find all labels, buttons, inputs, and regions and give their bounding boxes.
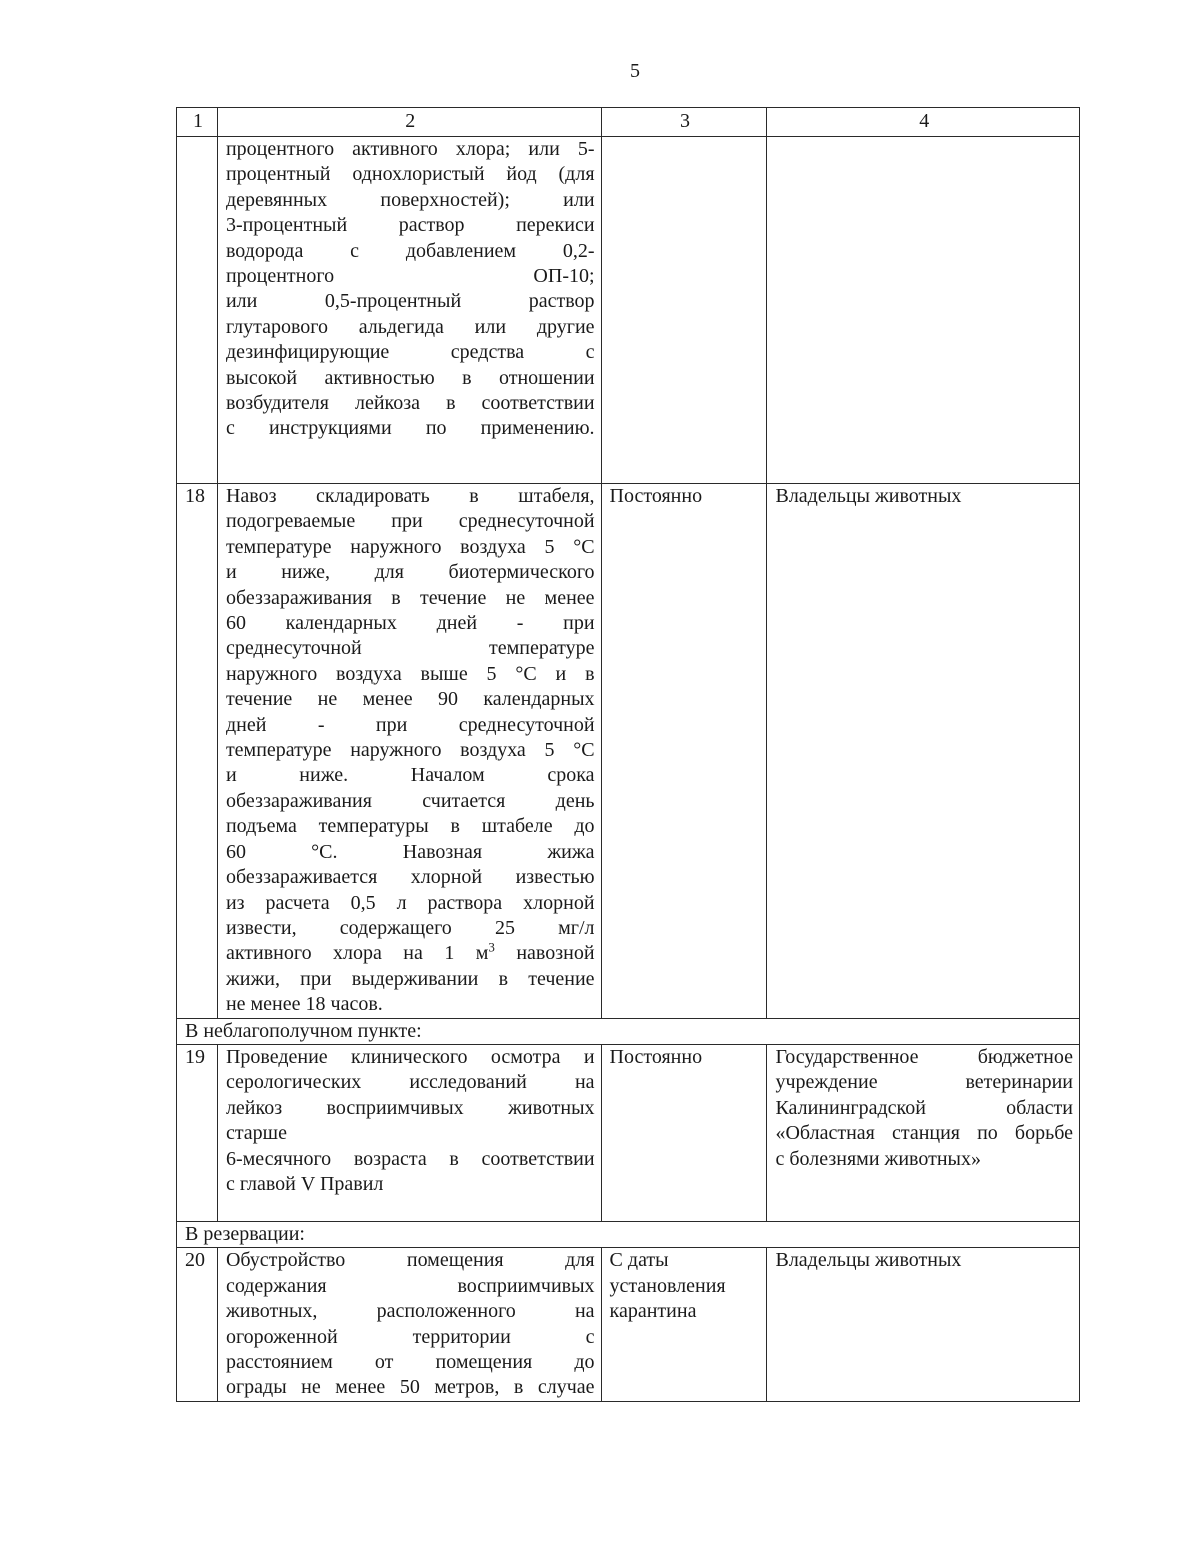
table-header-row — [177, 108, 1080, 137]
table-row-19 — [177, 1044, 1080, 1221]
header-cell-4: 4 — [767, 108, 1080, 137]
measure-text: Навоз складировать в штабеля, подогреваемые при среднесуточной температуре наружного воздуха 5 °С и ниже, для биотермического обеззараживания в течение не менее 60 календарных дней - при среднесуточной температуре наружного воздуха выше 5 °С и в течение не менее 90 календарных дней - при среднесуточной температуре наружного воздуха 5 °С и ниже. Началом срока обеззараживания считается день подъема температуры в штабеле до 60 °С. Навозная жижа обеззараживается хлорной известью из расчета 0,5 л раствора хлорной извести, содержащего 25 мг/л активного хлора на 1 $м^3$ навозной жижи, при выдерживании в течение не менее 18 часов. — [217, 484, 601, 1019]
responsible-cell: Владельцы животных — [767, 484, 1080, 1019]
section-title: В резервации: — [177, 1221, 1080, 1247]
table-row-20 — [177, 1248, 1080, 1401]
m3-line: активного хлора на 1 $м^3$ навозной — [225, 939, 595, 965]
measure-text: Проведение клинического осмотра и серологических исследований на лейкоз восприимчивых животных старше 6-месячного возраста в соответствии с главой V Правил — [217, 1044, 601, 1221]
header-cell-3: 3 — [601, 108, 767, 137]
period-cell: Постоянно — [601, 1044, 767, 1221]
row-number: 18 — [177, 484, 218, 1019]
section-row-reservation — [177, 1221, 1080, 1247]
measures-table — [176, 107, 1080, 1402]
row-number: 19 — [177, 1044, 218, 1221]
table-row-continuation — [177, 137, 1080, 484]
responsible-cell: Владельцы животных — [767, 1248, 1080, 1401]
section-row-unfavorable — [177, 1018, 1080, 1044]
header-cell-2: 2 — [217, 108, 601, 137]
table-row-18 — [177, 484, 1080, 1019]
row-number: 20 — [177, 1248, 218, 1401]
header-cell-1: 1 — [177, 108, 218, 137]
period-cell: С даты установления карантина — [601, 1248, 767, 1401]
continuation-text: процентного активного хлора; или 5- процентный однохлористый йод (для деревянных поверхностей); или 3-процентный раствор перекиси водорода с добавлением 0,2- процентного ОП-10; или 0,5-процентный раствор глутарового альдегида или другие дезинфицирующие средства с высокой активностью в отношении возбудителя лейкоза в соответствии с инструкциями по применению. — [217, 137, 601, 484]
measure-text: Обустройство помещения для содержания восприимчивых животных, расположенного на огороженной территории с расстоянием от помещения до ограды не менее 50 метров, в случае — [217, 1248, 601, 1401]
section-title: В неблагополучном пункте: — [177, 1018, 1080, 1044]
responsible-cell: Государственное бюджетное учреждение ветеринарии Калининградской области «Областная станция по борьбе с болезнями животных» — [767, 1044, 1080, 1221]
period-cell: Постоянно — [601, 484, 767, 1019]
page-number: 5 — [630, 60, 640, 82]
